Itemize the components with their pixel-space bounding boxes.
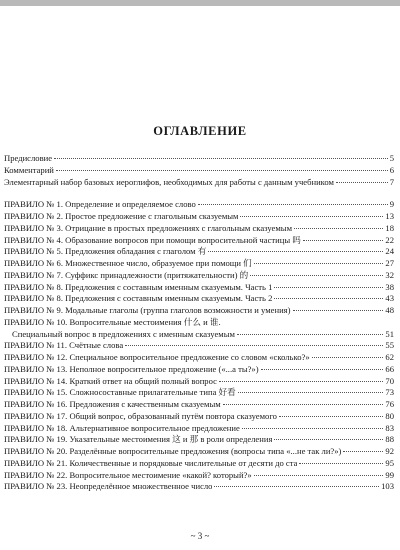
- dot-leader: [293, 310, 384, 311]
- toc-entry-page: 73: [385, 387, 394, 398]
- toc-entry-title: ПРАВИЛО № 17. Общий вопрос, образованный путём повтора сказуемого: [4, 410, 277, 421]
- toc-entry-page: 66: [385, 363, 394, 374]
- toc-entry-title: ПРАВИЛО № 22. Вопросительное местоимение «какой? который?»: [4, 469, 252, 480]
- toc-entry: [4, 165, 394, 177]
- toc-entry-title: ПРАВИЛО № 21. Количественные и порядковые числительные от десяти до ста: [4, 457, 298, 468]
- toc-entry-page: 80: [385, 410, 394, 421]
- toc-entry-title: ПРАВИЛО № 23. Неопределённое множественное число: [4, 481, 213, 492]
- toc-entry-page: 55: [385, 340, 394, 351]
- toc-entry-page: 22: [385, 234, 394, 245]
- toc-entry: [4, 270, 394, 282]
- toc-entry-page: 70: [385, 375, 394, 386]
- toc-entry: [4, 153, 394, 165]
- toc-entry-title: ПРАВИЛО № 8. Предложения с составным именным сказуемым. Часть 2: [4, 293, 273, 304]
- toc-entry-title: Комментарий: [4, 164, 54, 175]
- toc-entry-page: 7: [389, 176, 394, 187]
- toc-entry-page: 9: [389, 199, 394, 210]
- toc-entry: [4, 177, 394, 189]
- toc-entry-page: 32: [385, 269, 394, 280]
- toc-entry-page: 83: [385, 422, 394, 433]
- dot-leader: [214, 486, 379, 487]
- dot-leader: [274, 439, 383, 440]
- toc-entry: [4, 246, 394, 258]
- toc-entry-title: ПРАВИЛО № 15. Сложносоставные прилагательные типа 好看: [4, 387, 236, 398]
- dot-leader: [279, 416, 383, 417]
- toc-entry-page: 62: [385, 352, 394, 362]
- dot-leader: [254, 263, 384, 264]
- toc-entry-page: 24: [385, 246, 394, 257]
- toc-entry: [4, 458, 394, 470]
- toc-entry: [4, 317, 394, 329]
- dot-leader: [299, 463, 383, 464]
- toc-entry: [4, 329, 394, 341]
- dot-leader: [343, 451, 383, 452]
- toc-entry-title: ПРАВИЛО № 10. Вопросительные местоимения 什么 и 谁.: [4, 316, 221, 327]
- dot-leader: [261, 369, 384, 370]
- toc-entry-title: ПРАВИЛО № 2. Простое предложение с глагольным сказуемым: [4, 211, 239, 221]
- toc-entry: [4, 446, 394, 458]
- toc-entry-title: ПРАВИЛО № 11. Счётные слова: [4, 340, 124, 351]
- dot-leader: [240, 216, 383, 217]
- scan-top-edge: [0, 0, 400, 6]
- toc-entry-title: Предисловие: [4, 153, 53, 163]
- dot-leader: [274, 298, 383, 299]
- toc-entry-page: 27: [385, 258, 394, 268]
- dot-leader: [274, 287, 383, 288]
- toc-heading: ОГЛАВЛЕНИЕ: [153, 124, 247, 138]
- toc-entry-title: ПРАВИЛО № 13. Неполное вопросительное предложение («...а ты?»): [4, 363, 259, 374]
- toc-entry-title: ПРАВИЛО № 14. Краткий ответ на общий полный вопрос: [4, 375, 217, 386]
- toc-entry: [4, 352, 394, 364]
- dot-leader: [250, 275, 383, 276]
- toc-entry: [4, 423, 394, 435]
- toc-entry: [4, 340, 394, 352]
- toc-entry-title: ПРАВИЛО № 6. Множественное число, образуемое при помощи 们: [4, 258, 252, 268]
- toc-entry-title: ПРАВИЛО № 8. Предложения с составным именным сказуемым. Часть 1: [4, 281, 273, 292]
- toc-entry-page: 51: [385, 328, 394, 339]
- toc-entry: [4, 387, 394, 399]
- toc-entry-page: 88: [385, 434, 394, 445]
- dot-leader: [208, 251, 383, 252]
- toc-entry: [4, 481, 394, 493]
- dot-leader: [56, 170, 388, 171]
- toc-entry: [4, 364, 394, 376]
- toc-entry: [4, 211, 394, 223]
- toc-entry: [4, 235, 394, 247]
- toc-entry-page: 6: [389, 164, 394, 175]
- dot-leader: [294, 228, 383, 229]
- toc-entry-page: 48: [385, 305, 394, 315]
- toc-entry: [4, 434, 394, 446]
- toc-entry: [4, 199, 394, 211]
- dot-leader: [54, 158, 388, 159]
- toc-entry: [4, 282, 394, 294]
- dot-leader: [223, 404, 384, 405]
- toc-entry: [4, 223, 394, 235]
- dot-leader: [336, 182, 388, 183]
- dot-leader: [312, 357, 384, 358]
- dot-leader: [125, 345, 383, 346]
- toc-entry-page: 92: [385, 446, 394, 456]
- toc-entry-title: ПРАВИЛО № 7. Суффикс принадлежности (притяжательности) 的: [4, 269, 249, 280]
- toc-entry-page: 18: [385, 222, 394, 233]
- toc-entry-title: ПРАВИЛО № 9. Модальные глаголы (группа глаголов возможности и умения): [4, 305, 291, 315]
- toc-entry-title: ПРАВИЛО № 12. Специальное вопросительное предложение со словом «сколько?»: [4, 352, 310, 362]
- toc-entry-title: ПРАВИЛО № 19. Указательные местоимения 这 и 那 в роли определения: [4, 434, 273, 445]
- toc-entry-title: ПРАВИЛО № 18. Альтернативное вопросительное предложение: [4, 422, 240, 433]
- toc-entry-title: ПРАВИЛО № 5. Предложения обладания с глаголом 有: [4, 246, 207, 257]
- table-of-contents: [4, 153, 394, 493]
- toc-entry-title: ПРАВИЛО № 1. Определение и определяемое слово: [4, 199, 196, 210]
- toc-entry: [4, 293, 394, 305]
- toc-entry: [4, 376, 394, 388]
- dot-leader: [198, 204, 388, 205]
- toc-entry-title: Специальный вопрос в предложениях с именным сказуемым: [12, 328, 235, 339]
- toc-entry-page: 99: [385, 469, 394, 480]
- toc-entry: [4, 305, 394, 317]
- dot-leader: [219, 381, 383, 382]
- toc-entry-page: 5: [389, 153, 394, 163]
- toc-entry: [4, 470, 394, 482]
- dot-leader: [237, 334, 383, 335]
- toc-entry-title: ПРАВИЛО № 4. Образование вопросов при помощи вопросительной частицы 吗: [4, 234, 301, 245]
- toc-entry-title: Элементарный набор базовых иероглифов, необходимых для работы с данным учебником: [4, 176, 334, 187]
- dot-leader: [242, 428, 384, 429]
- toc-entry: [4, 411, 394, 423]
- toc-entry-page: 103: [381, 481, 394, 492]
- toc-entry-title: ПРАВИЛО № 3. Отрицание в простых предложениях с глагольным сказуемым: [4, 222, 293, 233]
- toc-entry-page: 38: [385, 281, 394, 292]
- toc-entry-page: 76: [385, 399, 394, 409]
- toc-entry-page: 95: [385, 457, 394, 468]
- dot-leader: [303, 240, 384, 241]
- page-number: ~ 3 ~: [190, 531, 210, 541]
- toc-entry-title: ПРАВИЛО № 20. Разделённые вопросительные предложения (вопросы типа «...не так ли?»): [4, 446, 342, 456]
- dot-leader: [238, 392, 384, 393]
- toc-entry-page: 13: [385, 211, 394, 221]
- toc-entry: [4, 399, 394, 411]
- dot-leader: [254, 475, 384, 476]
- toc-entry-page: 43: [385, 293, 394, 304]
- toc-entry-title: ПРАВИЛО № 16. Предложения с качественным сказуемым: [4, 399, 221, 409]
- toc-entry: [4, 258, 394, 270]
